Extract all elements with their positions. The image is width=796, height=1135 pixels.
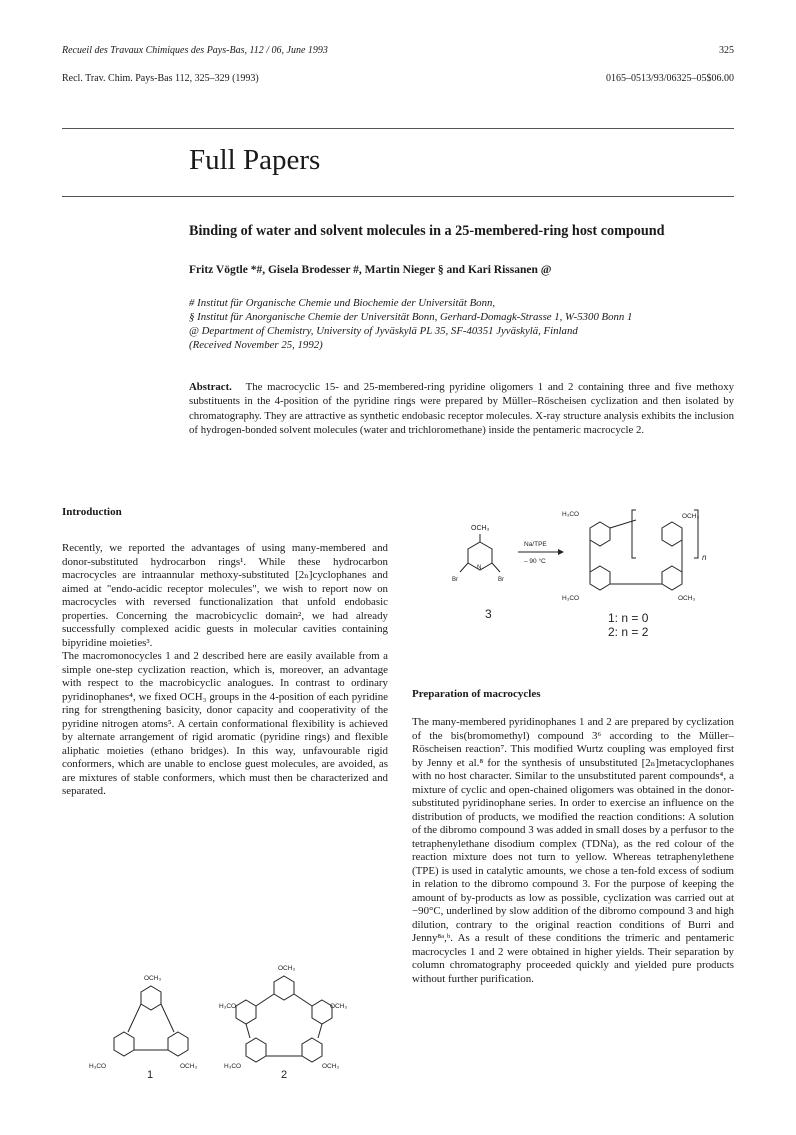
structure-1-h3co: H₃CO [89,1063,107,1070]
structure-2 [236,976,332,1062]
structure-2-och3-bottom: OCH₃ [322,1063,340,1070]
abstract-text: The macrocyclic 15- and 25-membered-ring pyridine oligomers 1 and 2 containing three and five methoxy substituents in the 4-position of the pyridine rings were prepared by Müller–Röscheisen cyclization and then isolated by chromatography. They are attractive as synthetic endobasic receptor molecules. X-ray structure analysis exhibits the inclusion of hydrogen-bonded solvent molecules (water and trichloromethane) inside the pentameric macrocycle 2. [189,381,734,437]
compound-3-label: 3 [485,607,492,621]
received-date: (Received November 25, 1992) [189,339,323,351]
structure-1-och3-right: OCH₃ [180,1063,198,1070]
h3co-label-top: H₃CO [562,511,580,518]
br-label-left: Br [452,577,458,583]
arrow-head [558,549,564,555]
page-number: 325 [719,45,734,56]
affiliation-2: § Institut für Anorganische Chemie der Universität Bonn, Gerhard-Domagk-Strasse 1, W-5300 Bonn 1 [189,311,633,323]
header-rule-top [62,128,734,129]
preparation-heading: Preparation of macrocycles [412,688,541,700]
structure-1 [114,986,188,1056]
author-list: Fritz Vögtle *#, Gisela Brodesser #, Martin Nieger § and Kari Rissanen @ [189,264,552,276]
affiliation-1: # Institut für Organische Chemie und Biochemie der Universität Bonn, [189,297,496,309]
abstract [189,380,734,438]
structure-2-h3co-left: H₃CO [219,1003,237,1010]
structures-1-2 [84,960,364,1080]
header-rule-bottom [62,196,734,197]
affiliation-3: @ Department of Chemistry, University of Jyväskylä PL 35, SF-40351 Jyväskylä, Finland [189,325,578,337]
introduction-heading: Introduction [62,506,122,518]
issn-code: 0165–0513/93/06325–05$06.00 [605,73,734,84]
introduction-paragraph-1: Recently, we reported the advantages of using many-membered and donor-substituted hydrocarbon rings¹. While these hydrocarbon macrocycles are intraannular methoxy-substituted [2ₙ]cyclophanes and aimed at "endo-acidic receptor molecules", we wish to report now on macrocycles with reversed functionalization that unfold endobasic properties. Concerning the macrobicyclic domain², we had already successfully complexed acidic guests in molecular cavities containing bipyridine moieties³. [62,542,388,649]
introduction-body [62,542,388,799]
h3co-label-bottom: H₃CO [562,595,580,602]
abstract-label: Abstract. [189,381,232,393]
structure-1-label: 1 [147,1069,154,1080]
och3-label: OCH₃ [471,525,490,532]
n-atom-label: N [477,565,482,571]
structure-1-och3-top: OCH₃ [144,975,162,982]
reagent-label: Na/TPE [524,541,547,548]
structure-2-och3-top: OCH₃ [278,965,296,972]
journal-header: Recueil des Travaux Chimiques des Pays-Bas, 112 / 06, June 1993 [62,45,328,56]
och3-label-bottom: OCH₃ [678,595,696,602]
br-label-right: Br [498,577,504,583]
structure-2-h3co-bottom: H₃CO [224,1063,242,1070]
product-macrocycle-structure [590,510,698,590]
structure-2-och3-right: OCH₃ [330,1003,348,1010]
citation-line: Recl. Trav. Chim. Pays-Bas 112, 325–329 (1993) [62,73,259,84]
reaction-scheme [440,500,740,650]
structure-2-label: 2 [281,1069,288,1080]
product-2-label: 2: n = 2 [608,625,649,639]
introduction-paragraph-2: The macromonocycles 1 and 2 described here are easily available from a simple one-step cyclization reaction, which is, moreover, an advantage with respect to the macrobicyclic analogues. In contrast to ordinary pyridinophanes⁴, we fixed OCH₃ groups in the 4-position of each pyridine ring for strengthening basicity, donor capacity and cooperativity of the pyridine nitrogen atoms⁵. A certain conformational flexibility is achieved by alternate arrangement of rigid aromatic (pyridine rings) and flexible aliphatic moieties (ethano bridges). In this way, unfavourable rigid conformers, which are unable to enclose guest molecules, are avoided, as are mixtures of stable conformers, which must then be characterized and separated. [62,650,388,797]
temperature-label: – 90 °C [524,558,546,565]
article-title: Binding of water and solvent molecules in a 25-membered-ring host compound [189,223,665,239]
repeat-n-label: n [702,553,707,562]
preparation-body: The many-membered pyridinophanes 1 and 2 are prepared by cyclization of the bis(bromomethyl) compound 3⁶ according to the Müller–Röscheisen reaction⁷. This modified Wurtz coupling was employed first by Jenny et al.⁸ for the synthesis of unsubstituted [2ₙ]metacyclophanes with no host character. Similar to the unsubstituted parent compounds⁴, a mixture of cyclic and open-chained oligomers was obtained in the donor-substituted pyridinophane series. In order to exercise an influence on the distribution of products, we modified the reaction conditions: A solution of the dibromo compound 3 was added in small doses by a perfusor to the tetraphenylethane disodium complex (TDNa), as the red colour of the reaction mixture does not turn to yellow. Whereas tetraphenylethene (TPE) is used in catalytic amounts, we chose a ten-fold excess of sodium in relation to the dibromo compound 3. For the purpose of keeping the amount of by-products as low as possible, cyclization was carried out at −90°C, underlined by slow addition of the dibromo compound 3 and high dilution, contrary to the original reaction conditions of Burri and Jenny⁸ᵃ,ᵇ. As a result of these conditions the trimeric and pentameric macrocycles 1 and 2 were obtained in higher yields. Their separation by column chromatography proceeded quickly and yielded pure products without further purification. [412,716,734,985]
och3-label-top: OCH₃ [682,513,700,520]
product-1-label: 1: n = 0 [608,611,649,625]
section-title: Full Papers [189,144,321,176]
